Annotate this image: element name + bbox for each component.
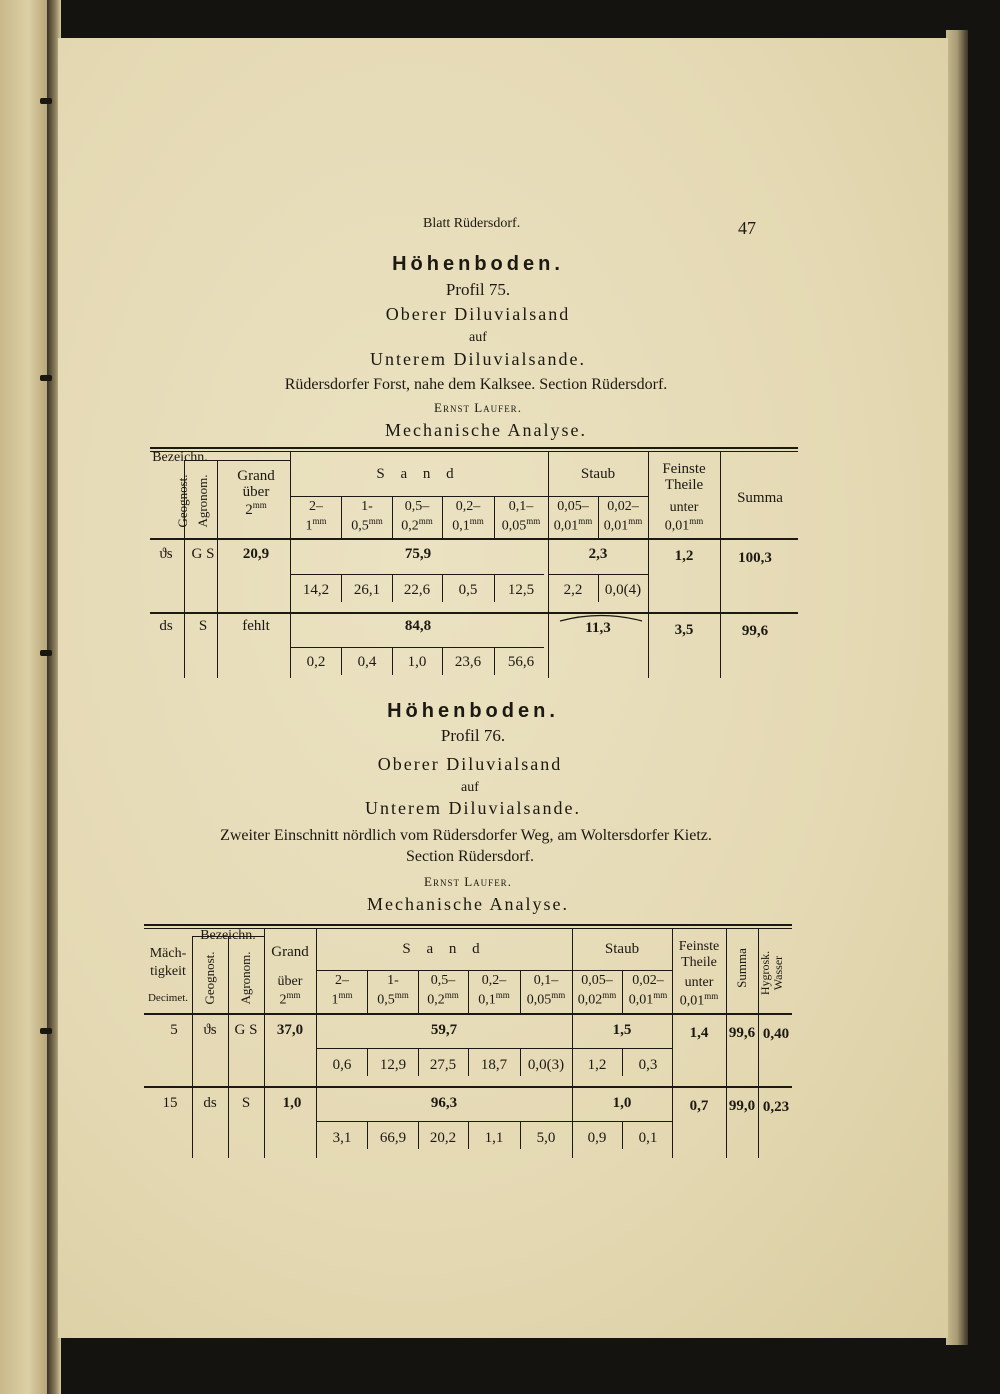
profile-number: Profil 76. bbox=[440, 726, 506, 745]
binding-mark bbox=[40, 1028, 52, 1034]
cell-sand: 18,7 bbox=[480, 1057, 508, 1073]
cell-staub: 2,2 bbox=[563, 582, 583, 598]
cell-sand: 5,0 bbox=[536, 1130, 556, 1146]
cell-geognost: ds bbox=[203, 1095, 217, 1111]
section-heading: Höhenboden. bbox=[392, 253, 564, 275]
staub-sub-2: 0,02– bbox=[607, 499, 639, 514]
binding-mark bbox=[40, 375, 52, 381]
col-grand-uber: über bbox=[277, 974, 303, 989]
cell-hygrosk: 0,40 bbox=[762, 1026, 790, 1042]
col-grand: Grand bbox=[237, 468, 275, 484]
col-grand: Grand bbox=[271, 944, 309, 960]
cell-sand: 0,2 bbox=[306, 654, 326, 670]
binding-mark bbox=[40, 98, 52, 104]
cell-staub: 1,2 bbox=[587, 1057, 607, 1073]
cell-agronom: S bbox=[198, 618, 208, 634]
cell-grand: fehlt bbox=[242, 618, 270, 634]
profile-number: Profil 75. bbox=[445, 280, 511, 299]
col-feinste-size: $0,01^{mm}$ bbox=[664, 516, 704, 534]
cell-staub-total: 2,3 bbox=[588, 546, 608, 562]
cell-geognost: ϑs bbox=[159, 546, 173, 562]
author: Ernst Laufer. bbox=[434, 400, 522, 415]
brace-mark bbox=[558, 612, 644, 624]
cell-hygrosk: 0,23 bbox=[762, 1099, 790, 1115]
col-summa: Summa bbox=[737, 490, 783, 506]
cell-sand: 22,6 bbox=[403, 582, 431, 598]
author: Ernst Laufer. bbox=[424, 874, 512, 889]
sand-sub-1b: $1^{mm}$ bbox=[305, 516, 327, 534]
cell-sand-total: 75,9 bbox=[404, 546, 432, 562]
cell-mach: 5 bbox=[170, 1022, 178, 1038]
cell-summa: 99,6 bbox=[728, 1025, 756, 1041]
staub-sub-1b: $0,01^{mm}$ bbox=[553, 516, 593, 534]
cell-sand: 56,6 bbox=[507, 654, 535, 670]
soil-title: Oberer Diluvialsand bbox=[385, 304, 571, 324]
cell-sand: 0,6 bbox=[332, 1057, 352, 1073]
col-mach: Mäch- bbox=[149, 946, 187, 961]
cell-summa: 99,6 bbox=[741, 623, 769, 639]
sand-sub-1: 2– bbox=[335, 973, 349, 988]
col-geognost: Geognost. bbox=[175, 474, 190, 528]
col-grand-size: $2^{mm}$ bbox=[245, 500, 267, 518]
cell-staub: 0,1 bbox=[638, 1130, 658, 1146]
col-agronom: Agronom. bbox=[195, 474, 210, 528]
cell-grand: 1,0 bbox=[282, 1095, 302, 1111]
cell-staub-total: 11,3 bbox=[585, 620, 611, 636]
cell-agronom: G S bbox=[191, 546, 215, 562]
book-page bbox=[58, 38, 948, 1338]
cell-feinste: 1,2 bbox=[674, 548, 694, 564]
col-hygrosk: Hygrosk. Wasser bbox=[758, 950, 785, 996]
sand-sub-1b: $1^{mm}$ bbox=[331, 990, 353, 1008]
cell-sand: 27,5 bbox=[429, 1057, 457, 1073]
cell-sand: 12,9 bbox=[379, 1057, 407, 1073]
cell-sand: 3,1 bbox=[332, 1130, 352, 1146]
soil-subtitle: Unterem Diluvialsande. bbox=[370, 349, 586, 369]
cell-geognost: ds bbox=[159, 618, 173, 634]
sand-sub-5b: $0,05^{mm}$ bbox=[501, 516, 541, 534]
sand-sub-3: 0,5– bbox=[404, 499, 430, 514]
col-feinste-theile: Theile bbox=[664, 477, 704, 493]
col-feinste-unter: unter bbox=[669, 500, 699, 515]
col-mach-tigkeit: tigkeit bbox=[150, 964, 186, 979]
col-summa: Summa bbox=[734, 948, 749, 988]
col-grand-size: $2^{mm}$ bbox=[279, 990, 301, 1008]
col-bezeichn: Bezeichn. bbox=[152, 450, 208, 465]
cell-staub: 0,9 bbox=[587, 1130, 607, 1146]
col-sand: S a n d bbox=[376, 466, 460, 482]
cell-grand: 37,0 bbox=[276, 1022, 304, 1038]
page-number: 47 bbox=[738, 218, 756, 238]
sand-sub-3: 0,5– bbox=[430, 973, 456, 988]
cell-staub-total: 1,0 bbox=[612, 1095, 632, 1111]
cell-sand-total: 96,3 bbox=[430, 1095, 458, 1111]
analysis-title: Mechanische Analyse. bbox=[367, 894, 569, 914]
sand-sub-5b: $0,05^{mm}$ bbox=[526, 990, 566, 1008]
sand-sub-1: 2– bbox=[309, 499, 323, 514]
sand-sub-2b: $0,5^{mm}$ bbox=[377, 990, 409, 1008]
sand-sub-4: 0,2– bbox=[481, 973, 507, 988]
section-heading: Höhenboden. bbox=[387, 700, 559, 722]
running-title: Blatt Rüdersdorf. bbox=[423, 216, 521, 231]
col-feinste-unter: unter bbox=[684, 975, 714, 990]
cell-sand: 12,5 bbox=[507, 582, 535, 598]
soil-title: Oberer Diluvialsand bbox=[377, 754, 563, 774]
soil-subtitle: Unterem Diluvialsande. bbox=[365, 798, 581, 818]
location: Zweiter Einschnitt nördlich vom Rüdersdorfer Weg, am Woltersdorfer Kietz. bbox=[220, 827, 712, 844]
cell-agronom: S bbox=[241, 1095, 251, 1111]
cell-sand: 23,6 bbox=[454, 654, 482, 670]
cell-sand: 0,5 bbox=[458, 582, 478, 598]
sand-sub-2b: $0,5^{mm}$ bbox=[351, 516, 383, 534]
col-grand-uber: über bbox=[242, 484, 270, 500]
cell-sand: 1,1 bbox=[484, 1130, 504, 1146]
staub-sub-2b: $0,01^{mm}$ bbox=[628, 990, 668, 1008]
col-feinste-theile: Theile bbox=[681, 955, 717, 970]
sand-sub-4b: $0,1^{mm}$ bbox=[452, 516, 484, 534]
sand-sub-2: 1- bbox=[387, 973, 399, 988]
cell-sand: 0,0(3) bbox=[527, 1057, 565, 1073]
cell-sand-total: 59,7 bbox=[430, 1022, 458, 1038]
soil-connector: auf bbox=[461, 780, 479, 795]
cell-staub: 0,0(4) bbox=[604, 582, 642, 598]
col-feinste: Feinste bbox=[678, 939, 720, 954]
cell-sand: 66,9 bbox=[379, 1130, 407, 1146]
col-staub: Staub bbox=[604, 941, 640, 957]
cell-sand-total: 84,8 bbox=[404, 618, 432, 634]
cell-summa: 100,3 bbox=[738, 550, 772, 566]
cell-feinste: 0,7 bbox=[689, 1098, 709, 1114]
soil-connector: auf bbox=[469, 330, 487, 345]
binding-mark bbox=[40, 650, 52, 656]
staub-sub-1b: $0,02^{mm}$ bbox=[577, 990, 617, 1008]
cell-sand: 14,2 bbox=[302, 582, 330, 598]
col-sand: S a n d bbox=[402, 941, 486, 957]
cell-sand: 20,2 bbox=[429, 1130, 457, 1146]
page-stack-edge bbox=[946, 30, 968, 1345]
col-mach-unit: Decimet. bbox=[147, 992, 189, 1004]
col-bezeichn: Bezeichn. bbox=[200, 928, 256, 943]
staub-sub-1: 0,05– bbox=[581, 973, 613, 988]
facing-page-edge bbox=[0, 0, 47, 1394]
cell-geognost: ϑs bbox=[203, 1022, 217, 1038]
sand-sub-5: 0,1– bbox=[533, 973, 559, 988]
col-staub: Staub bbox=[580, 466, 616, 482]
cell-summa: 99,0 bbox=[728, 1098, 756, 1114]
cell-staub: 0,3 bbox=[638, 1057, 658, 1073]
analysis-title: Mechanische Analyse. bbox=[385, 420, 587, 440]
col-geognost: Geognost. bbox=[202, 951, 217, 1005]
cell-sand: 1,0 bbox=[407, 654, 427, 670]
location-section: Section Rüdersdorf. bbox=[406, 848, 534, 865]
sand-sub-4b: $0,1^{mm}$ bbox=[478, 990, 510, 1008]
sand-sub-4: 0,2– bbox=[455, 499, 481, 514]
cell-grand: 20,9 bbox=[242, 546, 270, 562]
col-feinste: Feinste bbox=[662, 461, 706, 477]
cell-sand: 26,1 bbox=[353, 582, 381, 598]
location: Rüdersdorfer Forst, nahe dem Kalksee. Section Rüdersdorf. bbox=[284, 376, 668, 393]
cell-mach: 15 bbox=[162, 1095, 178, 1111]
cell-agronom: G S bbox=[234, 1022, 258, 1038]
sand-sub-3b: $0,2^{mm}$ bbox=[427, 990, 459, 1008]
cell-staub-total: 1,5 bbox=[612, 1022, 632, 1038]
staub-sub-2: 0,02– bbox=[632, 973, 664, 988]
sand-sub-5: 0,1– bbox=[508, 499, 534, 514]
sand-sub-2: 1- bbox=[361, 499, 373, 514]
staub-sub-1: 0,05– bbox=[557, 499, 589, 514]
cell-feinste: 3,5 bbox=[674, 622, 694, 638]
col-feinste-size: $0,01^{mm}$ bbox=[679, 991, 719, 1009]
cell-sand: 0,4 bbox=[357, 654, 377, 670]
staub-sub-2b: $0,01^{mm}$ bbox=[603, 516, 643, 534]
col-agronom: Agronom. bbox=[238, 951, 253, 1005]
cell-feinste: 1,4 bbox=[689, 1025, 709, 1041]
sand-sub-3b: $0,2^{mm}$ bbox=[401, 516, 433, 534]
